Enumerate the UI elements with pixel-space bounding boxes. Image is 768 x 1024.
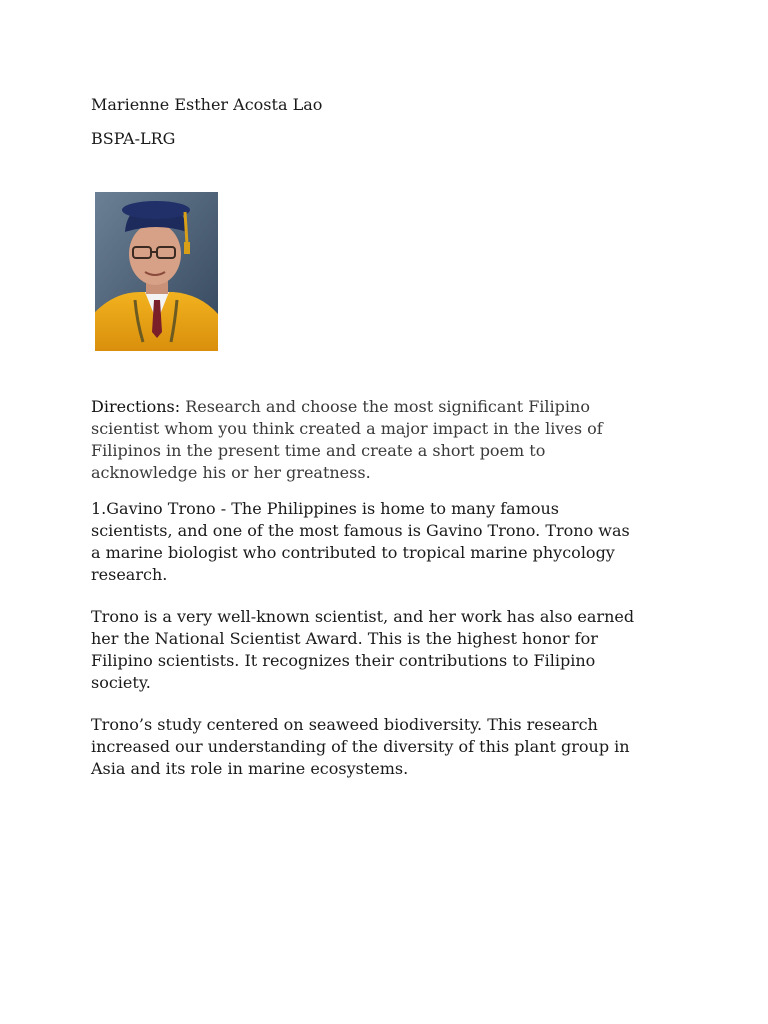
paragraph-line: Filipino scientists. It recognizes their contributions to Filipino [91, 651, 596, 670]
body-paragraph-2 [91, 606, 691, 694]
paragraph-line: scientists, and one of the most famous is Gavino Trono. Trono was [91, 521, 630, 540]
paragraph-line: her the National Scientist Award. This is the highest honor for [91, 629, 598, 648]
directions-line: Research and choose the most significant Filipino [180, 397, 590, 416]
paragraph-line: Trono’s study centered on seaweed biodiversity. This research [91, 715, 598, 734]
directions-line: acknowledge his or her greatness. [91, 463, 371, 482]
paragraph-line: Asia and its role in marine ecosystems. [91, 759, 409, 778]
paragraph-line: society. [91, 673, 151, 692]
paragraph-line: increased our understanding of the diversity of this plant group in [91, 737, 630, 756]
author-name: Marienne Esther Acosta Lao [91, 95, 323, 114]
directions-line: scientist whom you think created a major impact in the lives of [91, 419, 603, 438]
paragraph-line: Trono is a very well-known scientist, and her work has also earned [91, 607, 635, 626]
portrait-photo-icon [95, 192, 218, 351]
paragraph-line: 1.Gavino Trono - The Philippines is home to many famous [91, 499, 560, 518]
directions-line: Filipinos in the present time and create a short poem to [91, 441, 546, 460]
directions-paragraph [91, 396, 691, 484]
body-paragraph-1 [91, 498, 691, 586]
paragraph-line: research. [91, 565, 168, 584]
course-code: BSPA-LRG [91, 129, 176, 148]
paragraph-line: a marine biologist who contributed to tropical marine phycology [91, 543, 615, 562]
body-paragraph-3 [91, 714, 691, 780]
directions-label: Directions: [91, 397, 181, 416]
